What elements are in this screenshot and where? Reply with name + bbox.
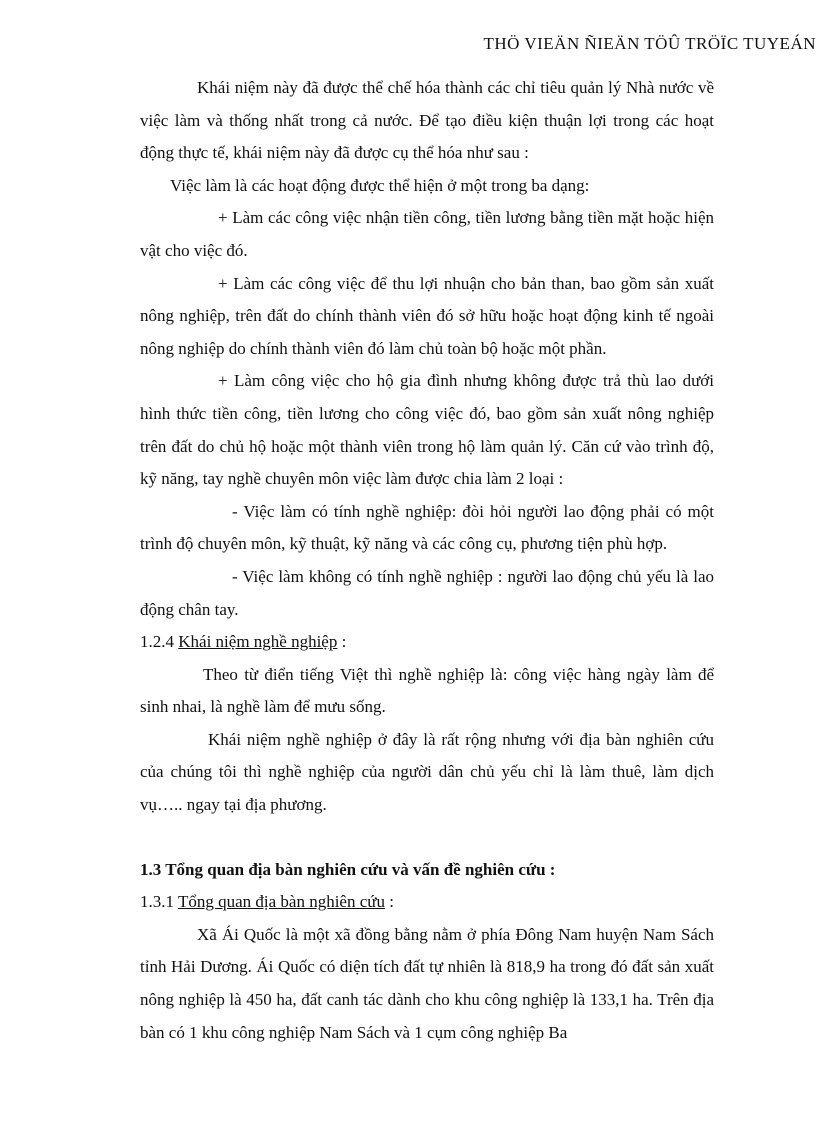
paragraph-household-work: + Làm công việc cho hộ gia đình nhưng không được trả thù lao dưới hình thức tiền công, tiền lương cho công việc đó, bao gồm sản xuất nông nghiệp trên đất do chủ hộ hoặc một thành viên trong hộ làm quản lý. Căn cứ vào trình độ, kỹ năng, tay nghề chuyên môn việc làm được chia làm 2 loại : [140, 371, 714, 489]
paragraph-dictionary-definition: Theo từ điển tiếng Việt thì nghề nghiệp là: công việc hàng ngày làm để sinh nhai, là nghề làm để mưu sống. [140, 664, 714, 717]
section-title: Khái niệm nghề nghiệp [178, 632, 338, 652]
section-heading-1-3: 1.3 Tổng quan địa bàn nghiên cứu và vấn đề nghiên cứu : [140, 859, 556, 879]
paragraph-employment-forms: Việc làm là các hoạt động được thể hiện ở một trong ba dạng: [170, 175, 590, 195]
page-header: THÖ VIEÄN ÑIEÄN TÖÛ TRÖÏC TUYEÁN [483, 34, 816, 53]
paragraph-nonprofessional-work: - Việc làm không có tính nghề nghiệp : người lao động chủ yếu là lao động chân tay. [140, 566, 714, 619]
section-tail: : [384, 892, 394, 912]
paragraph-concept-institutionalized: Khái niệm này đã được thể chế hóa thành các chỉ tiêu quản lý Nhà nước về việc làm và thống nhất trong cả nước. Để tạo điều kiện thuận lợi trong các hoạt động thực tế, khái niệm này đã được cụ thể hóa như sau : [140, 78, 714, 163]
section-title: Tổng quan địa bàn nghiên cứu [177, 892, 385, 912]
section-tail: : [337, 632, 347, 652]
paragraph-ai-quoc-overview: Xã Ái Quốc là một xã đồng bằng nằm ở phía Đông Nam huyện Nam Sách tỉnh Hải Dương. Ái Quốc có diện tích đất tự nhiên là 818,9 ha trong đó đất sản xuất nông nghiệp là 450 ha, đất canh tác dành cho khu công nghiệp là 133,1 ha. Trên địa bàn có 1 khu công nghiệp Nam Sách và 1 cụm công nghiệp Ba [140, 924, 714, 1042]
paragraph-professional-work: - Việc làm có tính nghề nghiệp: đòi hỏi người lao động phải có một trình độ chuyên môn, kỹ thuật, kỹ năng và các công cụ, phương tiện phù hợp. [140, 501, 714, 554]
paragraph-wage-work: + Làm các công việc nhận tiền công, tiền lương bằng tiền mặt hoặc hiện vật cho việc đó. [140, 208, 714, 260]
section-heading-1-2-4 [140, 626, 714, 659]
spacer [140, 822, 714, 854]
section-number: 1.2.4 [140, 632, 179, 652]
section-number: 1.3.1 [140, 892, 178, 912]
section-heading-1-3-1 [140, 886, 714, 919]
paragraph-local-context: Khái niệm nghề nghiệp ở đây là rất rộng nhưng với địa bàn nghiên cứu của chúng tôi thì nghề nghiệp của người dân chủ yếu chỉ là làm thuê, làm dịch vụ….. ngay tại địa phương. [140, 729, 714, 815]
paragraph-self-employed: + Làm các công việc để thu lợi nhuận cho bản than, bao gồm sản xuất nông nghiệp, trên đất do chính thành viên đó sở hữu hoặc hoạt động kinh tế ngoài nông nghiệp do chính thành viên đó làm chủ toàn bộ hoặc một phần. [140, 273, 714, 358]
document-body [140, 72, 714, 1049]
